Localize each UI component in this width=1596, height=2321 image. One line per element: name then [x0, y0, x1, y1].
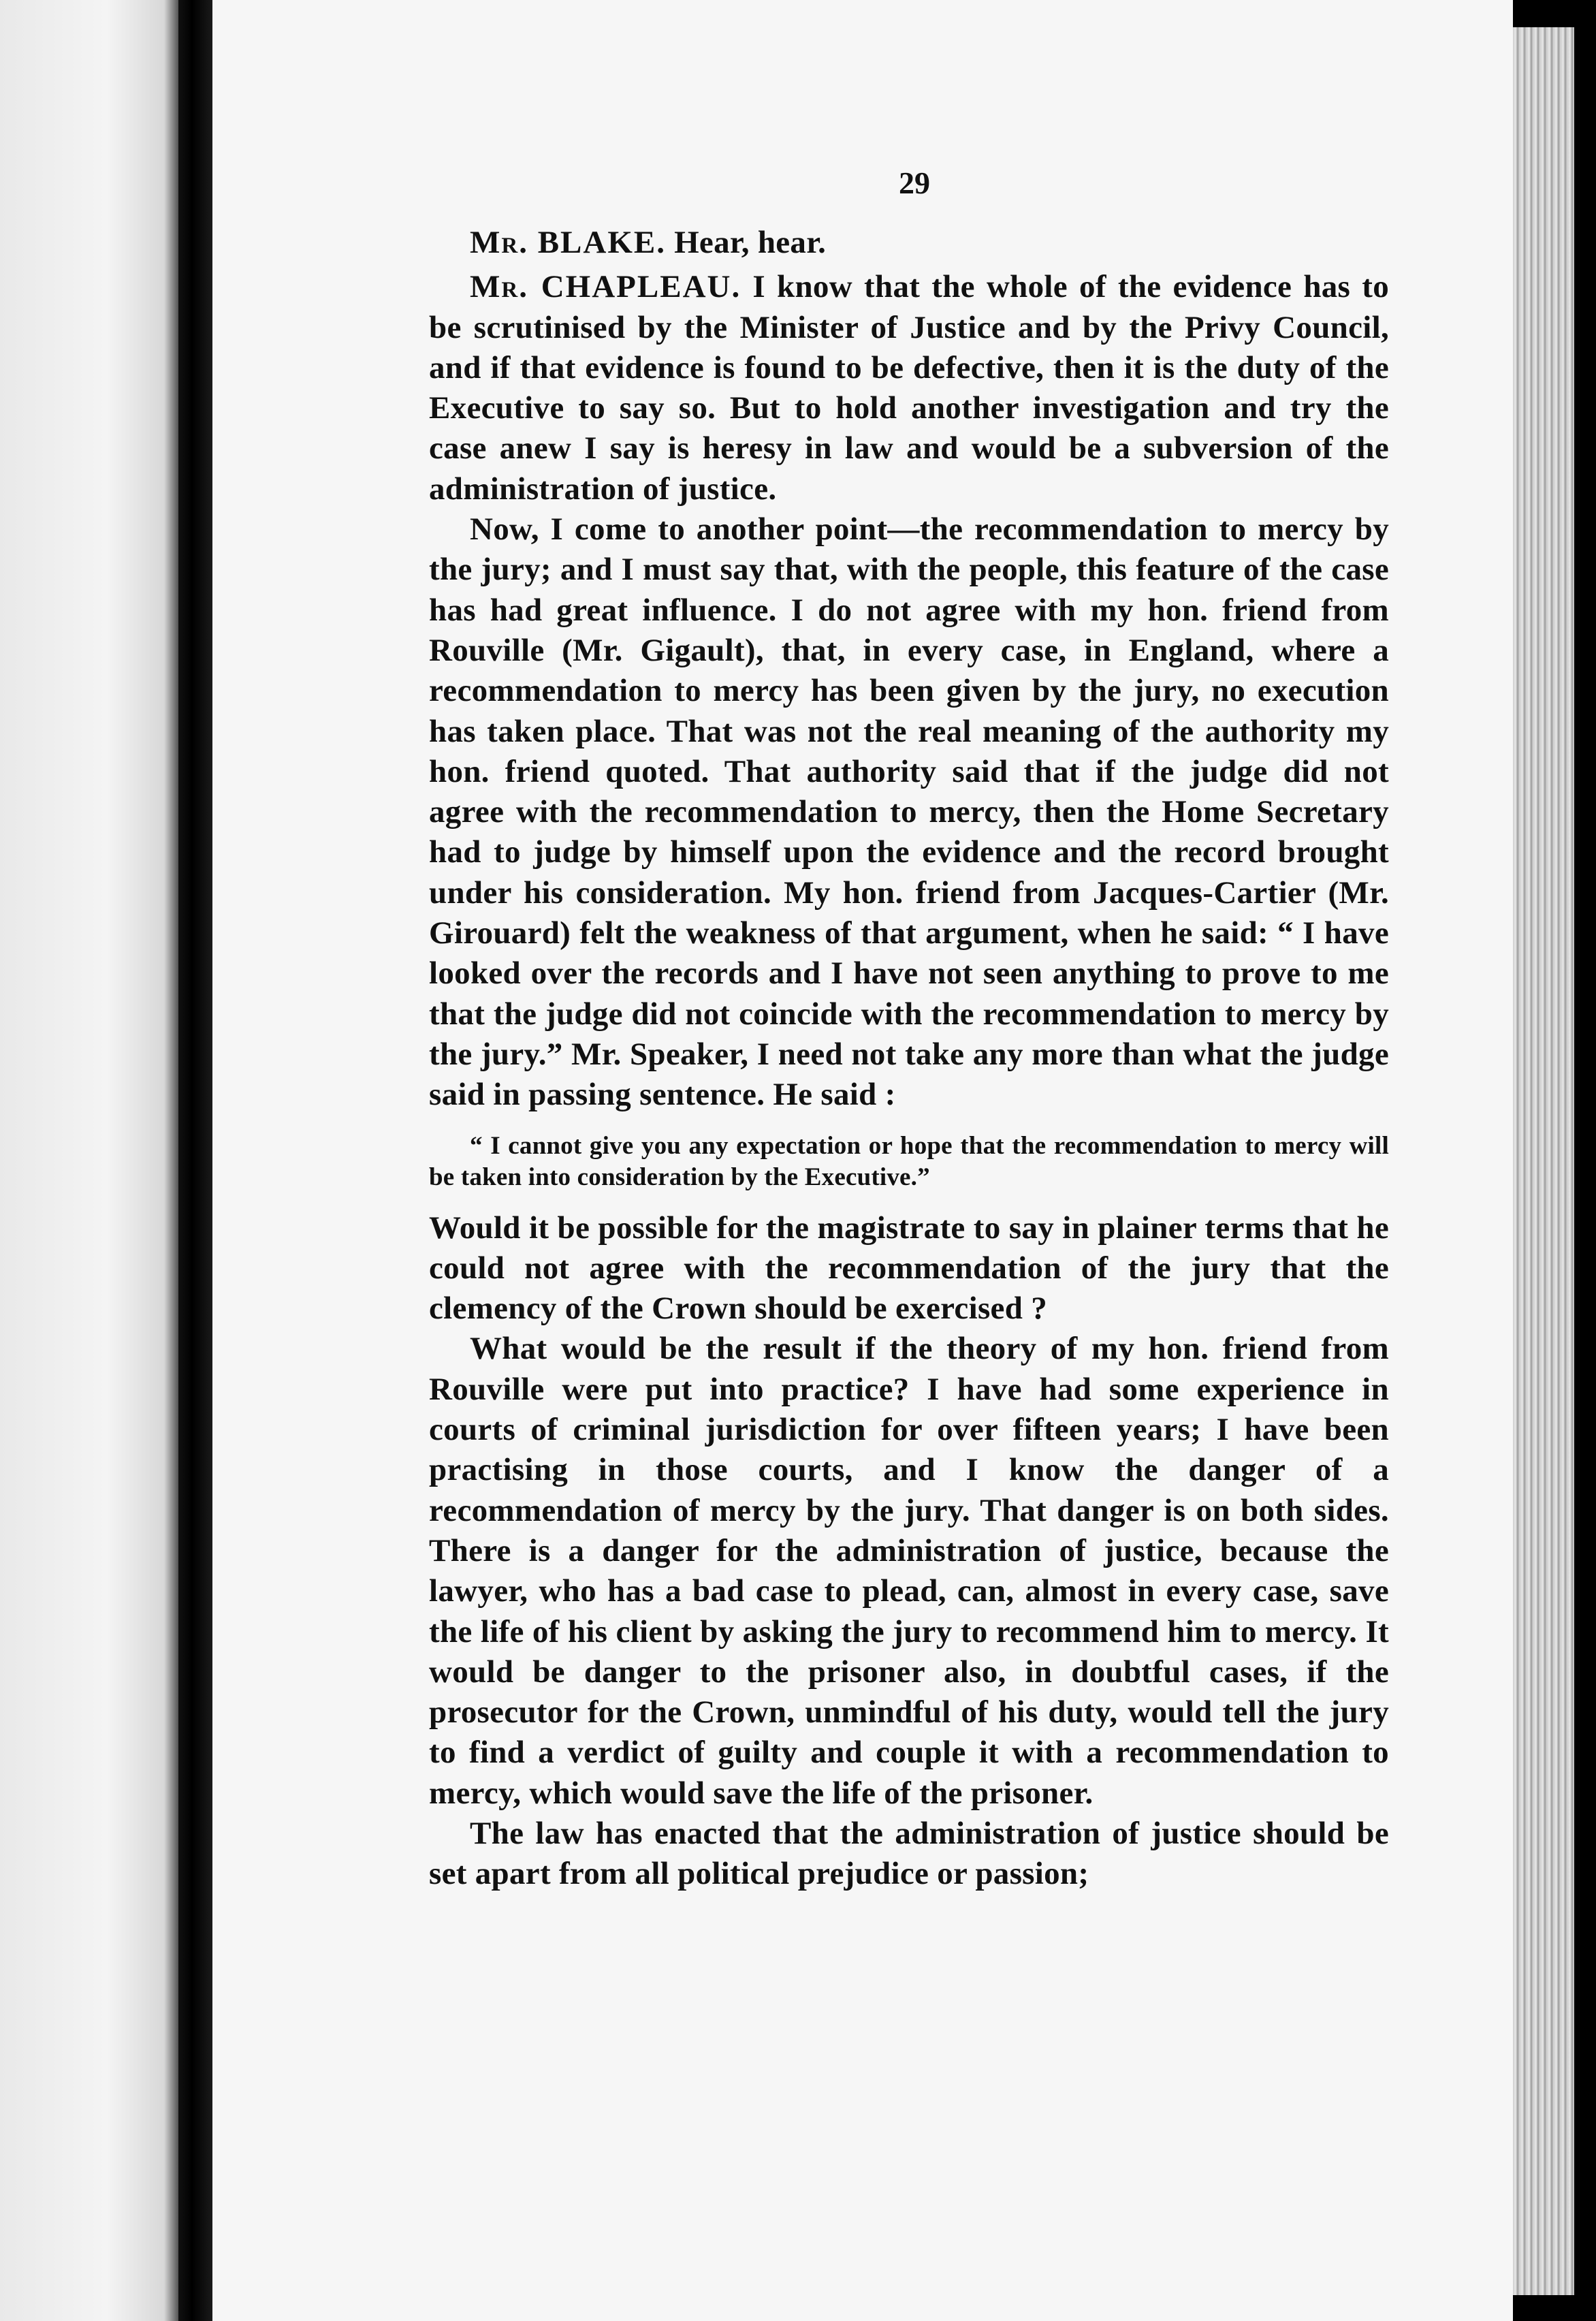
block-quote: “ I cannot give you any expectation or hope that the recommendation to mercy will be taken into consideration by the Executive.”	[429, 1131, 1389, 1191]
paragraph: What would be the result if the theory of my hon. friend from Rouville were put into practice? I have had some experience in courts of criminal jurisdiction for over fifteen years; I have been practising in those courts, and I know the danger of a recommendation of mercy by the jury. That danger is on both sides. There is a danger for the administration of justice, because the lawyer, who has a bad case to plead, can, almost in every case, save the life of his client by asking the jury to recommend him to mercy. It would be danger to the prisoner also, in doubtful cases, if the prosecutor for the Crown, unmindful of his duty, would tell the jury to find a verdict of guilty and couple it with a recommendation to mercy, which would save the life of the prisoner.	[429, 1331, 1389, 1811]
blake-paragraph	[429, 223, 1389, 263]
speaker-name: Mr. BLAKE.	[470, 225, 666, 260]
speech-text: I know that the whole of the evidence has to be scrutinised by the Minister of Justice and by the Privy Council, and if that evidence is found to be defective, then it is the duty of the Executive to say so. But to hold another investigation and try the case anew I say is heresy in law and would be a subversion of the administration of justice.	[429, 269, 1389, 507]
speech-text: Hear, hear.	[674, 225, 827, 260]
page-body	[429, 160, 1389, 1895]
page-stack-edge	[1513, 27, 1574, 2295]
scan-border	[1574, 0, 1596, 2321]
facing-page-edge	[0, 0, 178, 2321]
paragraph: The law has enacted that the administration of justice should be set apart from all political prejudice or passion;	[429, 1815, 1389, 1892]
paragraph: Now, I come to another point—the recommendation to mercy by the jury; and I must say that, with the people, this feature of the case has had great influence. I do not agree with my hon. friend from Rouville (Mr. Gigault), that, in every case, in England, where a recommendation to mercy has been given by the jury, no execution has taken place. That was not the real meaning of the authority my hon. friend quoted. That authority said that if the judge did not agree with the recommendation to mercy, then the Home Secretary had to judge by himself upon the evidence and the record brought under his consideration. My hon. friend from Jacques-Cartier (Mr. Girouard) felt the weakness of that argument, when he said: “ I have looked over the records and I have not seen anything to prove to me that the judge did not coincide with the recommendation to mercy by the jury.” Mr. Speaker, I need not take any more than what the judge said in passing sentence. He said :	[429, 511, 1389, 1113]
page-number: 29	[899, 165, 930, 200]
speaker-name: Mr. CHAPLEAU.	[470, 269, 741, 305]
chapleau-paragraph	[429, 267, 1389, 509]
book-gutter	[178, 0, 212, 2321]
paragraph: Would it be possible for the magistrate to say in plainer terms that he could not agree with the recommendation of the jury that the clemency of the Crown should be exercised ?	[429, 1210, 1389, 1327]
